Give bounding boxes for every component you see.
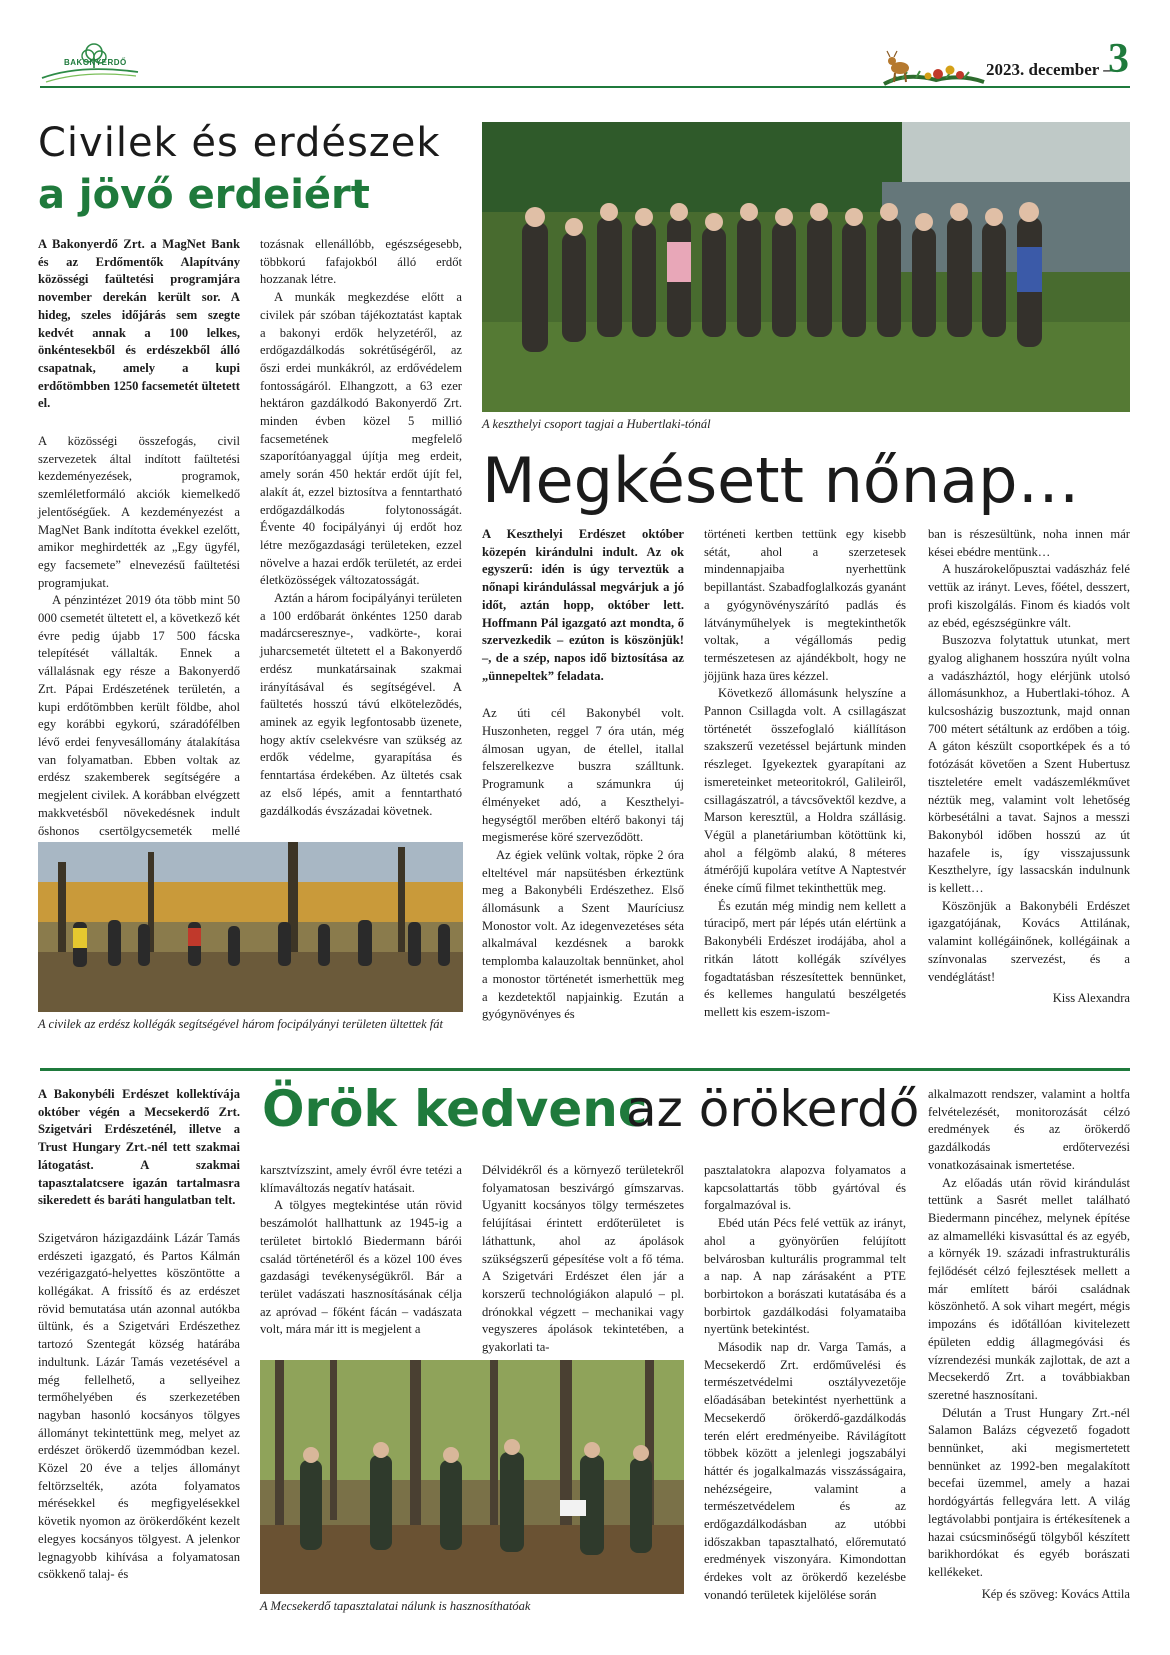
issue-date: 2023. december – [986, 60, 1112, 79]
article3-paragraph: Délután a Trust Hungary Zrt.-nél Salamon Balázs cégvezető fogadott bennünket, aki megismertetett bennünket az 1992-ben megalakított becefai üzemmel, amely a hazai hordógyártás fellegvára lett. A világ legtávolabbi pontjaira is értékesítenek a hazai csúcsminőségű tölgyből készített barikhordókat és egyéb borászati kellékeket. [928, 1405, 1130, 1579]
article3-paragraph: Az előadás után rövid kirándulást tettünk a Sasrét mellet található Biedermann pincéhez, melynek építése az almamelléki kisvasúttal és az egyéb, a környék 19. századi infrastrukturális fejlődését célzó fejlesztések mellett a már említett bárói családnak köszönhető. A sok vihart megért, mégis impozáns és időtállóan kivitelezett épületen eddig állagmegóvási és vízrendezési munkák zajlottak, de azt a Mecsekerdő Zrt. a továbbiakban szeretné hasznosítani. [928, 1175, 1130, 1402]
article1-photo-caption: A civilek az erdész kollégák segítségével három focipályányi területen ültettek fát [38, 1017, 443, 1031]
article2-column3 [928, 526, 1130, 1056]
article3-paragraph: pasztalatokra alapozva folyamatos a kapcsolattartás több gyártóval és forgalmazóval is. [704, 1163, 906, 1213]
article2-title: Megkésett nőnap… [482, 444, 1080, 517]
tree-planting-photo [38, 842, 463, 1012]
article2-paragraph: Köszönjük a Bakonybéli Erdészet igazgatójának, Kovács Attilának, valamint kollégáinőnek, kollégáinak a színvonalas szervezést, és a vendéglátást! [928, 898, 1130, 984]
article2-paragraph: Az égiek velünk voltak, röpke 2 óra elteltével már napsütésben érkeztünk meg a Bakonybéli Erdészethez. Első állomásunk a Szent Mauríciusz Monostor volt. Az idegenvezetéses séta alkalmával kezdésnek a barokk templomba kalauzoltak bennünket, ahol a monostor történetét ismerhettük meg a kezdetektől napjainkig. Ezután a gyógynövényes és [482, 847, 684, 1022]
article1-paragraph: A munkák megkezdése előtt a civilek pár szóban tájékoztatást kaptak a bakonyi erdők helyzetéről, az erdőgazdálkodás sokrétűségéről, az őszi erdei munkákról, az erdővédelem fontosságáról. Elhangzott, a 63 ezer hektáron gazdálkodó Bakonyerdő Zrt. minden évben közel 5 millió facsemetének megfelelő szaporítóanyaggal újítja meg erdeit, amely során 450 hektár erdőt újít fel, alakít át, ezzel biztosítva a fenntartható erdőgazdálkodás folytonosságát. Évente 40 focipályányi új erdőt hoz létre mezőgazdasági területeken, ezzel növelve a hazai erdők területét, az erdei életközösségek változatosságát. [260, 290, 462, 588]
article-separator [40, 1068, 1130, 1071]
article2-lead: A Keszthelyi Erdészet október közepén kirándulni indult. Az ok egyszerű: idén is úgy terveztük a nőnapi kirándulással megvárjuk a jó időt, aztán hopp, október lett. Hoffmann Pál igazgató azt mondta, ő szervezkedik – ezúton is köszönjük! –, de a szép, napos idő biztosítása az „ünnepeltek” feladata. [482, 527, 684, 683]
article3-paragraph: Szigetváron házigazdáink Lázár Tamás erdészeti igazgató, és Partos Kálmán vezérigazgató-helyettes köszöntötte a kollégákat. A frissítő és az erdészet rövid bemutatása után azonnal autókba ültünk, és a Szigetvári Erdészethez tartozó Szentegát község határába indultunk. Lázár Tamás vezetésével a még fellelhető, a sellyeihez termőhelyében és szerkezetében nagyban hasonló kocsányos tölgyes állományt tekintettünk meg, melyet az erdészet örökerdő üzemmódban kezel. Közel 20 éve a teljes állományt feltörzselték, azóta folyamatos mérésekkel és megfigyelésekkel követik nyomon az örökerdőként kezelt elegyes kocsányos tölgyest. A jelenkor legnagyobb kihívása a folyamatosan csökkenő talaj- és [38, 1230, 240, 1582]
article3-paragraph: alkalmazott rendszer, valamint a holtfa felvételezését, monitorozását célzó eredmények és az örökerdő gazdálkodás erdőtervezési vonatkozásainak ismertetése. [928, 1087, 1130, 1172]
article3-title-bold: Örök kedvenc [262, 1080, 648, 1138]
article3-signature: Kép és szöveg: Kovács Attila [981, 1586, 1130, 1601]
forest-visit-photo [260, 1360, 684, 1594]
article3-paragraph: Második nap dr. Varga Tamás, a Mecsekerdő Zrt. erdőművelési és természetvédelmi osztályvezetője előadásában betekintést nyerhettünk a Mecsekerdő örökerdő-gazdálkodás terén elért eredményeibe. Rávilágított többek között a jelenlegi jogszabályi háttér és jogalkalmazás visszásságaira, nehézségeire, valamint a természetvédelem és az erdőgazdálkodásban az utóbbi időszakban tapasztalható, előremutató eredmények viszonyára. Kimondottan érdekes volt az örökerdő kezelésbe vonandó területek kijelölése során [704, 1340, 906, 1602]
logo-wordmark: BAKONYERDŐ [64, 58, 127, 67]
article2-photo-caption: A keszthelyi csoport tagjai a Hubertlaki-tónál [482, 417, 711, 431]
article1-paragraph: Aztán a három focipályányi területen a 100 erdőbarát önkéntes 1250 darab madárcseresznye-, vadkörte-, korai juharcsemetét ültetett el a Bakonyerdő erdész munkatársainak szakmai irányításával és segítségével. A faültetés hosszú távú elkötelezõdés, aminek az egyik legfontosabb üzenete, hogy aktív cselekvésre van szükség az erdők védelme, gyarapítása és fenntartása érdekében. Az ültetés csak az első lépés, amit a fenntartható gazdálkodás évszázadai követnek. [260, 591, 462, 818]
article3-column5 [928, 1086, 1130, 1642]
article2-paragraph: És ezután még mindig nem kellett a túracipő, mert pár lépés után elértünk a Bakonybéli Erdészet irodájába, ahol a ritkán látott kollégák szívélyes fogadtatásban részesítettek bennünket, és kellemes hangulatú beszélgetés mellett kis eszem-iszom- [704, 898, 906, 1019]
article2-paragraph: Következő állomásunk helyszíne a Pannon Csillagda volt. A csillagászat történetét összefoglaló kiállításon szakszerű vezetéssel bejártunk minden részleget. Igyekeztek gyarapítani az ismereteinket meteoritokról, Galileiről, csillagászatról, a távcsővektől kezdve, a Marson keresztül, a Holdra szállásig. Végül a planetáriumban kötöttünk ki, ahol a félgömb alakú, 8 méteres átmérőjű kupolára vetítve A Naptestvér éneke című filmet tekinthettük meg. [704, 686, 906, 896]
article2-paragraph: ban is részesültünk, noha innen már kései ebédre mentünk… [928, 527, 1130, 559]
article3-column2 [260, 1162, 462, 1352]
article2-paragraph: A huszárokelőpusztai vadászház felé vettük az irányt. Leves, főétel, desszert, profi kiszolgálás. Finom és kiadós volt az ebéd, egészségünkre vált. [928, 562, 1130, 630]
article1-column1 [38, 236, 240, 836]
article3-photo-caption: A Mecsekerdő tapasztalatai nálunk is hasznosíthatóak [260, 1599, 531, 1613]
article1-title-line2: a jövő erdeiért [38, 172, 370, 218]
article1-paragraph: tozásnak ellenállóbb, egészségesebb, többkorú fafajokból álló erdőt hozzanak létre. [260, 237, 462, 287]
article2-paragraph: Az úti cél Bakonybél volt. Huszonheten, reggel 7 óra után, még álmosan ugyan, de étellel, itallal felszerelkezve buszra szálltunk. Programunk a számunkra új élményeket adó, a Keszthelyi-hegységtől merőben eltérő bakonyi táj megismerése köré szerveződött. [482, 706, 684, 845]
article3-lead: A Bakonybéli Erdészet kollektívája október végén a Mecsekerdő Zrt. Szigetvári Erdészeténél, illetve a Trust Hungary Zrt.-nél tett szakmai látogatást. A szakmai tapasztalatcsere igazán tartalmasra sikeredett és baráti hangulatban telt. [38, 1087, 240, 1208]
article3-column4 [704, 1162, 906, 1642]
article2-column2 [704, 526, 906, 1056]
group-photo-lake [482, 122, 1130, 412]
article3-column1 [38, 1086, 240, 1638]
page-number: 3 [1108, 36, 1129, 82]
article3-title-light: az örökerdő [626, 1080, 920, 1138]
article3-paragraph: Délvidékről és a környező területekről folyamatosan beszivárgó gímszarvas. Ugyanitt kocsányos tölgy természetes felújításai érintett erdőterületet is láthattunk, ahol az ápolások szükségszerű gépesítése volt a fő téma. A Szigetvári Erdészet élen jár a korszerű technológiákon alapuló – pl. drónokkal végzett – mechanikai vagy vegyszeres ápolások tekintetében, a gyakorlati ta- [482, 1163, 684, 1355]
article1-paragraph: A pénzintézet 2019 óta több mint 50 000 csemetét ültetett el, a következő két évre pedig újabb 17 500 fácska telepítését vállalták. Ennek a vállalásnak egy része a Bakonyerdő Zrt. Pápai Erdészetének területén, a kupi erdőtömbben került földbe, ahol egy korábbi egykorú, száradófélben lévő erdei fenyvesállomány átalakítása van folyamatban. Ebben voltak az erdész szakemberek segítségére a megjelent civilek. A korábban elvégzett makkvetésből növekedésnek indult őshonos csertölgycsemeték mellé [38, 593, 240, 838]
article1-paragraph: A közösségi összefogás, civil szervezetek által indított faültetési kezdeményezések, programok, szemléletformáló akciók kiemelkedő jelentőségűek. A kezdeményezést a MagNet Bank indította évekkel ezelőtt, amikor meghirdették az „Egy ügyfél, egy facsemete” elnevezésű faültetési programjukat. [38, 434, 240, 590]
article2-column1 [482, 526, 684, 1056]
header-rule [40, 86, 1130, 88]
article3-paragraph: Ebéd után Pécs felé vettük az irányt, ahol a gyönyörűen felújított belvárosban kulturális programmal telt a nap. A nap zárásaként a PTE borbirtokon a borászati kutatásába és a borbirtok gazdálkodási folyamataiba nyertünk betekintést. [704, 1216, 906, 1337]
article1-column2 [260, 236, 462, 836]
article2-paragraph: történeti kertben tettünk egy kisebb sétát, ahol a szerzetesek mindennapjaiba nyerhettünk bepillantást. Szabadfoglalkozás gyanánt a gyógynövényszárító padlás és látványműhelyek is megtekinthetők voltak, a végállomás pedig természetesen az ajándékbolt, hogy ne jöjjünk haza üres kézzel. [704, 527, 906, 683]
article2-signature: Kiss Alexandra [1052, 991, 1130, 1006]
article1-lead: A Bakonyerdő Zrt. a MagNet Bank és az Erdőmentők Alapítvány közösségi faültetési programjára november derekán került sor. A hideg, szeles időjárás sem szegte kedvét annak a 100 lelkes, önkéntesekből és erdészekből álló csapatnak, amely a kupi erdőtömbben 1250 facsemetét ültetett el. [38, 237, 240, 411]
christmas-decoration-icon [876, 44, 986, 90]
article1-title-line1: Civilek és erdészek [38, 120, 441, 166]
article3-paragraph: A tölgyes megtekintése után rövid beszámolót hallhattunk az 1945-ig a területet birtokló Biedermann bárói család történetéről és a közel 100 éves gazdasági tevékenységükről. Bár a terület vadászati hasznosításának célja az apróvad – főként fácán – vadászata volt, mára már itt is megjelent a [260, 1198, 462, 1337]
article3-paragraph: karsztvízszint, amely évről évre tetézi a klímaváltozás negatív hatásait. [260, 1163, 462, 1195]
article3-column3 [482, 1162, 684, 1355]
article2-paragraph: Buszozva folytattuk utunkat, mert gyalog alighanem hosszúra nyúlt volna a vadászháztól, hogy elérjünk utolsó állomásunkhoz, a Hubertlaki-tóhoz. A kulcsosházig buszoztunk, majd onnan 700 métert sétáltunk az erdőben a tóig. A gáton készült csoportképek és a tó fotózását követően a Szent Hubertusz tiszteletére emelt vadászemlékművet néztük meg, valamint volt lehetőség körbesétálni a tavat. Sajnos a messzi Bakonyból időben hosszú az út hazafele is, így visszajussunk Keszthelyre, így lassacskán indulnunk is kellett… [928, 633, 1130, 896]
